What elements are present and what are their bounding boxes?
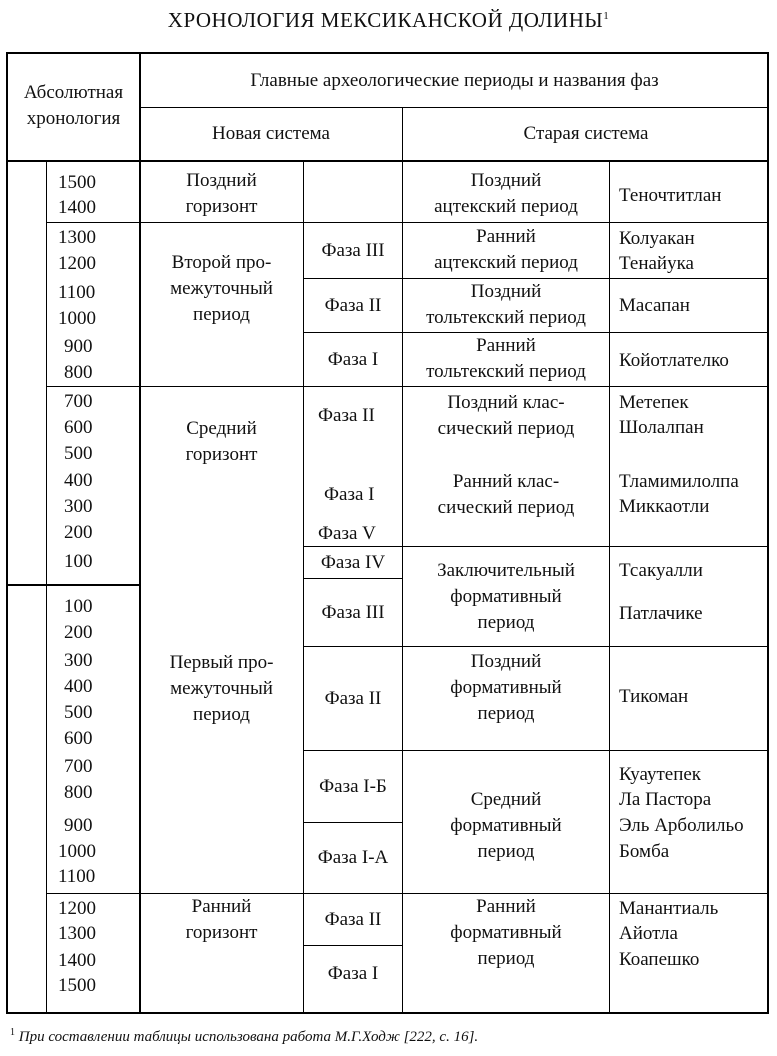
old-period-line: сический период [437, 418, 575, 439]
site-name: Метепек [619, 392, 689, 413]
site-name: Тламимилолпа [619, 471, 739, 492]
new-period-first-intermediate [140, 650, 303, 728]
site-name: Масапан [619, 295, 690, 316]
new-period-line: межуточный [170, 278, 273, 299]
header-absolute-line: Абсолютная [23, 82, 124, 103]
year-cell: 1500 [58, 975, 96, 996]
site-name: Айотла [619, 923, 678, 944]
old-period-line: Поздний [470, 651, 542, 672]
site-name: Ла Пастора [619, 789, 712, 810]
new-period-line: горизонт [185, 196, 258, 217]
phase-cell [304, 751, 402, 822]
phase-label: Фаза I [324, 484, 375, 505]
year-cell: 1500 [58, 172, 96, 193]
old-period-line: Заключительный [437, 560, 575, 581]
new-period-late-horizon [140, 168, 303, 220]
divider-bc [46, 160, 47, 1014]
old-period-cell [403, 894, 609, 972]
year-cell: 1200 [58, 253, 96, 274]
year-cell: 900 [64, 336, 93, 357]
year-cell: 700 [64, 391, 93, 412]
phase-label: Фаза IV [320, 551, 386, 573]
year-cell: 1400 [58, 197, 96, 218]
year-cell: 400 [64, 676, 93, 697]
phase-line-4 [303, 386, 402, 387]
footnote [10, 1027, 478, 1046]
new-period-line: Поздний [186, 170, 257, 191]
old-period-line: период [477, 612, 535, 633]
header-main-periods [140, 54, 769, 107]
old-period-line: Ранний клас- [452, 471, 560, 492]
phase-label: Фаза V [318, 523, 376, 544]
phase-cell [304, 333, 402, 386]
site-name: Колуакан [619, 228, 695, 249]
year-cell: 1300 [58, 923, 96, 944]
header-new-system [140, 108, 402, 160]
phase-label: Фаза I-А [317, 847, 389, 868]
new-period-line: Первый про- [169, 652, 274, 673]
new-period-early-horizon [140, 894, 303, 946]
new-period-line: Средний [186, 418, 257, 439]
old-period-cell [403, 333, 609, 385]
year-cell: 700 [64, 756, 93, 777]
new-line-1 [139, 222, 303, 223]
site-name: Куаутепек [619, 764, 702, 785]
old-period-cell [403, 787, 609, 865]
old-line-1 [402, 222, 769, 223]
phase-cell [304, 579, 402, 646]
year-cell: 100 [64, 596, 93, 617]
phase-cell [304, 894, 402, 945]
year-cell: 1300 [58, 227, 96, 248]
site-name: Миккаотли [619, 496, 710, 517]
old-period-line: тольтекский период [426, 307, 586, 328]
new-period-line: горизонт [185, 444, 258, 465]
old-period-line: период [477, 841, 535, 862]
site-name: Тикоман [619, 686, 689, 707]
phase-label: Фаза III [321, 601, 385, 623]
phase-label: Фаза II [324, 687, 382, 709]
new-period-middle-horizon [140, 416, 303, 468]
phase-label: Фаза II [324, 908, 382, 930]
old-period-cell [403, 168, 609, 220]
old-period-line: формативный [450, 815, 562, 836]
old-line-6 [402, 646, 769, 647]
era-line-zero [6, 584, 139, 586]
old-period-cell [403, 558, 609, 636]
phase-label: Фаза II [324, 294, 382, 316]
phase-cell [304, 946, 402, 1002]
phase-cell [304, 223, 402, 278]
phase-label: Фаза I [327, 348, 379, 370]
old-period-line: Ранний [476, 226, 536, 247]
header-absolute-chronology [8, 80, 139, 132]
year-cell: 200 [64, 522, 93, 543]
year-cell: 1200 [58, 898, 96, 919]
page-title [0, 8, 777, 33]
footnote-mark: 1 [10, 1027, 15, 1038]
old-line-5 [402, 546, 769, 547]
new-period-second-intermediate [140, 250, 303, 328]
header-old-system [403, 108, 769, 160]
old-period-line: ацтекский период [434, 196, 578, 217]
site-name: Патлачике [619, 603, 703, 624]
old-period-line: формативный [450, 922, 562, 943]
new-period-line: Ранний [191, 896, 252, 917]
phase-label: Фаза I [327, 963, 379, 984]
new-period-line: горизонт [185, 922, 258, 943]
year-cell: 1100 [58, 282, 96, 303]
year-cell: 500 [64, 702, 93, 723]
site-name: Теночтитлан [619, 185, 722, 206]
footnote-text: При составлении таблицы использована работа М.Г.Ходж [222, с. 16]. [18, 1029, 479, 1045]
year-cell: 400 [64, 470, 93, 491]
old-period-line: Ранний [476, 896, 536, 917]
old-period-line: ацтекский период [434, 252, 578, 273]
title-text: ХРОНОЛОГИЯ МЕКСИКАНСКОЙ ДОЛИНЫ [167, 8, 604, 32]
header-old-text: Старая система [523, 123, 649, 144]
site-name: Тенайука [619, 253, 694, 274]
new-line-2 [139, 386, 303, 387]
year-cell: 1100 [58, 866, 96, 887]
site-name: Коапешко [619, 949, 700, 970]
header-line-2 [6, 160, 769, 162]
phase-cell [304, 647, 402, 750]
year-cell: 500 [64, 443, 93, 464]
new-period-line: период [193, 304, 250, 325]
old-period-cell [403, 649, 609, 727]
old-line-7 [402, 750, 769, 751]
site-name: Тсакуалли [619, 560, 703, 581]
year-cell: 800 [64, 362, 93, 383]
year-cell: 300 [64, 650, 93, 671]
phase-label: Фаза III [321, 239, 385, 261]
old-period-line: Поздний [470, 170, 542, 191]
year-cell: 600 [64, 728, 93, 749]
year-cell: 600 [64, 417, 93, 438]
title-footnote-mark: 1 [603, 10, 610, 22]
year-cell: 900 [64, 815, 93, 836]
old-period-line: Ранний [476, 335, 536, 356]
old-period-cell [403, 279, 609, 331]
site-name: Бомба [619, 841, 670, 862]
old-period-line: период [477, 948, 535, 969]
phase-cell [304, 547, 402, 578]
year-cell: 200 [64, 622, 93, 643]
header-absolute-line: хронология [26, 108, 121, 129]
old-period-line: тольтекский период [426, 361, 586, 382]
era-line-1 [46, 222, 139, 223]
phase-label: Фаза I-Б [319, 775, 387, 797]
era-line-2 [46, 386, 139, 387]
header-main-text: Главные археологические периоды и названия фаз [250, 69, 659, 91]
old-line-4 [402, 386, 769, 387]
old-period-line: Средний [470, 789, 542, 810]
year-cell: 1000 [58, 841, 96, 862]
new-period-line: период [193, 704, 250, 725]
old-period-cell [403, 390, 609, 442]
new-period-line: Второй про- [171, 252, 272, 273]
year-cell: 800 [64, 782, 93, 803]
era-line-3 [46, 893, 139, 894]
year-cell: 100 [64, 551, 93, 572]
site-name: Манантиаль [619, 898, 719, 919]
phase-label: Фаза II [318, 405, 375, 426]
site-name: Шолалпан [619, 417, 704, 438]
year-cell: 300 [64, 496, 93, 517]
site-name: Койотлателко [619, 350, 729, 371]
phase-cell [304, 279, 402, 332]
old-period-line: период [477, 703, 535, 724]
old-period-line: формативный [450, 586, 562, 607]
divider-sites [609, 160, 610, 1014]
header-new-text: Новая система [212, 123, 330, 144]
year-cell: 1000 [58, 308, 96, 329]
old-period-cell [403, 469, 609, 521]
site-name: Эль Арболильо [619, 815, 744, 836]
old-period-line: формативный [450, 677, 562, 698]
year-cell: 1400 [58, 950, 96, 971]
old-period-line: Поздний [470, 281, 542, 302]
new-period-line: межуточный [170, 678, 273, 699]
phase-cell [304, 823, 402, 893]
old-period-line: сический период [437, 497, 575, 518]
old-period-line: Поздний клас- [447, 392, 565, 413]
old-period-cell [403, 224, 609, 276]
